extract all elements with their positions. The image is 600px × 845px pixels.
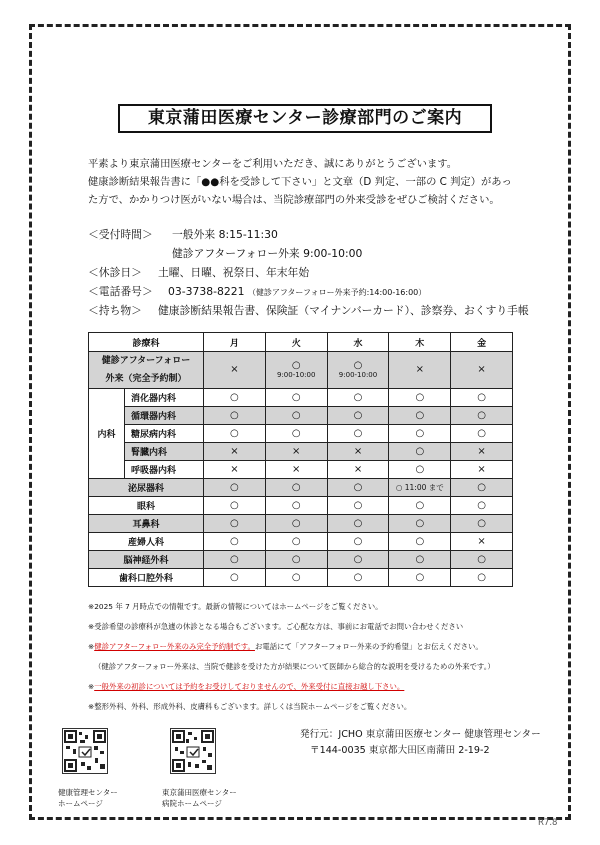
availability-mark: ○ [353,535,363,547]
note-line: （健診アフターフォロー外来は、当院で健診を受けた方が結果について医師から総合的な説明を受けるための外来です。） [94,662,495,671]
schedule-cell [265,352,327,389]
note-line: ※整形外科、外科、形成外科、皮膚科もございます。詳しくは当院ホームページをご覧ください。 [88,702,412,711]
bring-row [88,301,538,320]
availability-mark: ○ [415,463,425,475]
availability-mark: × [353,463,363,475]
schedule-cell [204,551,266,569]
qr-label-health-center [58,787,118,809]
availability-mark: × [477,463,486,475]
schedule-cell [327,352,389,389]
reception-general: 一般外来 8:15-11:30 [172,228,278,241]
aftercare-name [89,352,204,389]
qr-label-line: 東京蒲田医療センター [162,788,237,797]
table-row [89,533,513,551]
schedule-cell [327,515,389,533]
reception-row [88,225,538,244]
availability-mark: ○ [415,391,425,403]
availability-mark: ○ [291,535,301,547]
schedule-cell [389,352,451,389]
phone-row [88,282,538,301]
schedule-cell [204,443,266,461]
schedule-cell [265,569,327,587]
note-line [88,637,548,657]
qr-code-icon [171,729,215,773]
availability-mark: ○ [291,391,301,403]
table-row [89,497,513,515]
availability-mark: ○ [353,359,363,371]
note-emphasis: 一般外来の初診については予約をお受けしておりませんので、外来受付に直接お越し下さい。 [94,682,405,691]
schedule-cell [265,461,327,479]
note-emphasis: 健診アフターフォロー外来のみ完全予約制です。 [94,642,255,651]
info-block [88,225,538,320]
availability-mark: ○ [415,553,425,565]
schedule-cell [389,425,451,443]
schedule-cell [327,461,389,479]
availability-mark: ○ [291,481,301,493]
availability-mark: ○ [415,409,425,421]
intro-text [88,155,528,209]
availability-mark: ○ [353,517,363,529]
schedule-cell [265,497,327,515]
address-line: 〒144-0035 東京都大田区南蒲田 2-19-2 [310,745,490,756]
internal-medicine-label: 内科 [89,389,125,479]
qr-code-health-center[interactable] [62,728,108,774]
header-day: 木 [389,333,451,352]
schedule-cell [389,551,451,569]
note-line: ※2025 年 7 月時点での情報です。最新の情報についてはホームページをご覧ください。 [88,602,383,611]
schedule-cell [451,497,513,515]
note-line: ※受診希望の診療科が急遽の休診となる場合もございます。ご心配な方は、事前にお電話でお問い合わせください [88,622,464,631]
qr-label-line: ホームページ [58,799,103,808]
availability-mark: ○ [415,535,425,547]
schedule-cell [204,479,266,497]
availability-mark: ○ [353,499,363,511]
note-prefix: ※ [88,682,95,691]
availability-mark: ○ [415,517,425,529]
phone-number[interactable]: 03-3738-8221 [168,285,245,298]
schedule-cell [265,425,327,443]
schedule-cell [451,479,513,497]
table-row [89,461,513,479]
time-note: 9:00-10:00 [277,370,316,379]
availability-mark: ○ [291,571,301,583]
availability-mark: × [230,364,239,375]
availability-mark: ○ [353,427,363,439]
schedule-cell [204,425,266,443]
department-name: 歯科口腔外科 [89,569,204,587]
availability-mark: × [415,364,424,375]
schedule-cell [327,533,389,551]
availability-mark: ○ 11:00 まで [395,482,444,492]
availability-mark: ○ [477,409,486,421]
availability-mark: ○ [477,391,486,403]
schedule-cell [265,515,327,533]
availability-mark: × [292,445,301,457]
page-title: 東京蒲田医療センター診療部門のご案内 [118,104,492,133]
qr-code-hospital[interactable] [170,728,216,774]
availability-mark: ○ [230,481,239,493]
department-name: 循環器内科 [125,407,204,425]
qr-label-line: 健康管理センター [58,788,118,797]
qr-label-hospital [162,787,237,809]
schedule-cell [204,515,266,533]
availability-mark: ○ [477,571,486,583]
department-name: 消化器内科 [125,389,204,407]
schedule-cell [451,569,513,587]
availability-mark: ○ [353,391,363,403]
version-label: R7.8 [538,818,558,828]
schedule-cell [451,551,513,569]
schedule-cell [451,515,513,533]
table-row [89,551,513,569]
schedule-cell [327,425,389,443]
schedule-cell [327,497,389,515]
header-day: 火 [265,333,327,352]
schedule-cell [204,497,266,515]
table-row [89,407,513,425]
availability-mark: ○ [291,553,301,565]
schedule-cell [451,407,513,425]
reception-row-2 [88,244,538,263]
reception-label: ＜受付時間＞ [88,228,153,241]
schedule-cell [204,407,266,425]
availability-mark: ○ [353,571,363,583]
notes-block [88,597,548,717]
availability-mark: ○ [291,499,301,511]
availability-mark: × [230,463,239,475]
availability-mark: × [230,445,239,457]
availability-mark: ○ [477,553,486,565]
note-prefix: ※ [88,642,95,651]
header-day: 水 [327,333,389,352]
intro-line: 平素より東京蒲田医療センターをご利用いただき、誠にありがとうございます。 [88,158,458,170]
department-name: 脳神経外科 [89,551,204,569]
other-departments-group [89,479,513,587]
schedule-cell [204,352,266,389]
schedule-cell [389,461,451,479]
schedule-cell [265,479,327,497]
schedule-cell [451,533,513,551]
availability-mark: ○ [230,553,239,565]
availability-mark: ○ [477,481,486,493]
bring-items: 健康診断結果報告書、保険証（マイナンバーカード）、診察券、おくすり手帳 [158,304,529,317]
schedule-table [88,332,513,587]
department-name: 呼吸器内科 [125,461,204,479]
note-line [88,677,548,697]
availability-mark: ○ [415,499,425,511]
schedule-cell [451,425,513,443]
availability-mark: × [477,364,486,375]
availability-mark: ○ [415,427,425,439]
schedule-cell [389,569,451,587]
schedule-cell [389,407,451,425]
publisher-info [300,727,541,759]
availability-mark: ○ [291,427,301,439]
time-note: 9:00-10:00 [338,370,378,379]
table-header-row [89,333,513,352]
header-dept: 診療科 [89,333,204,352]
schedule-cell [327,551,389,569]
schedule-cell [327,479,389,497]
schedule-cell [327,389,389,407]
availability-mark: ○ [230,517,239,529]
availability-mark: × [353,445,363,457]
schedule-cell [327,443,389,461]
note-text: お電話にて「アフターフォロー外来の予約希望」とお伝えください。 [254,642,483,651]
availability-mark: ○ [477,499,486,511]
schedule-cell [265,407,327,425]
department-name: 耳鼻科 [89,515,204,533]
phone-note: （健診アフターフォロー外来予約:14:00-16:00） [247,288,427,297]
schedule-cell [204,569,266,587]
availability-mark: ○ [230,427,239,439]
schedule-cell [204,389,266,407]
phone-label: ＜電話番号＞ [88,285,153,298]
closed-row [88,263,538,282]
table-row [89,515,513,533]
schedule-cell [451,443,513,461]
availability-mark: ○ [230,391,239,403]
schedule-cell [265,389,327,407]
table-row [89,389,513,407]
department-name: 産婦人科 [89,533,204,551]
qr-label-line: 病院ホームページ [162,799,222,808]
schedule-cell [389,443,451,461]
availability-mark: ○ [291,359,301,371]
table-row [89,443,513,461]
availability-mark: × [292,463,301,475]
table-row [89,425,513,443]
header-day: 金 [451,333,513,352]
header-day: 月 [204,333,266,352]
department-name: 腎臓内科 [125,443,204,461]
schedule-cell [204,461,266,479]
qr-code-icon [63,729,107,773]
availability-mark: ○ [477,427,486,439]
availability-mark: × [477,535,486,547]
availability-mark: ○ [353,481,363,493]
schedule-cell [265,443,327,461]
reception-aftercare: 健診アフターフォロー外来 9:00-10:00 [172,247,363,260]
schedule-cell [265,551,327,569]
availability-mark: ○ [477,517,486,529]
schedule-cell [204,533,266,551]
schedule-cell [327,569,389,587]
bring-label: ＜持ち物＞ [88,304,142,317]
intro-line: 健康診断結果報告書に「●●科を受診して下さい」と文章（D 判定、一部の C 判定）があっ [88,176,512,188]
department-name: 泌尿器科 [89,479,204,497]
department-name: 糖尿病内科 [125,425,204,443]
publisher-line: 発行元：JCHO 東京蒲田医療センター 健康管理センター [300,729,541,740]
schedule-cell [451,352,513,389]
aftercare-name-line: 外来（完全予約制） [105,374,187,384]
schedule-cell [389,533,451,551]
availability-mark: ○ [230,535,239,547]
availability-mark: ○ [353,553,363,565]
schedule-cell [451,461,513,479]
availability-mark: ○ [415,571,425,583]
table-row [89,569,513,587]
closed-label: ＜休診日＞ [88,266,142,279]
availability-mark: ○ [353,409,363,421]
department-name: 眼科 [89,497,204,515]
closed-days: 土曜、日曜、祝祭日、年末年始 [158,266,310,279]
availability-mark: × [477,445,486,457]
availability-mark: ○ [230,571,239,583]
internal-medicine-group [89,389,513,479]
schedule-cell [389,497,451,515]
table-row [89,479,513,497]
schedule-cell [451,389,513,407]
schedule-cell [389,389,451,407]
schedule-cell [327,407,389,425]
schedule-cell [265,533,327,551]
availability-mark: ○ [230,499,239,511]
schedule-cell [389,515,451,533]
schedule-cell [389,479,451,497]
intro-line: た方で、かかりつけ医がいない場合は、当院診療部門の外来受診をぜひご検討ください。 [88,194,500,206]
table-row-aftercare [89,352,513,389]
availability-mark: ○ [415,445,425,457]
availability-mark: ○ [291,517,301,529]
aftercare-name-line: 健診アフターフォロー [101,356,191,366]
availability-mark: ○ [291,409,301,421]
availability-mark: ○ [230,409,239,421]
